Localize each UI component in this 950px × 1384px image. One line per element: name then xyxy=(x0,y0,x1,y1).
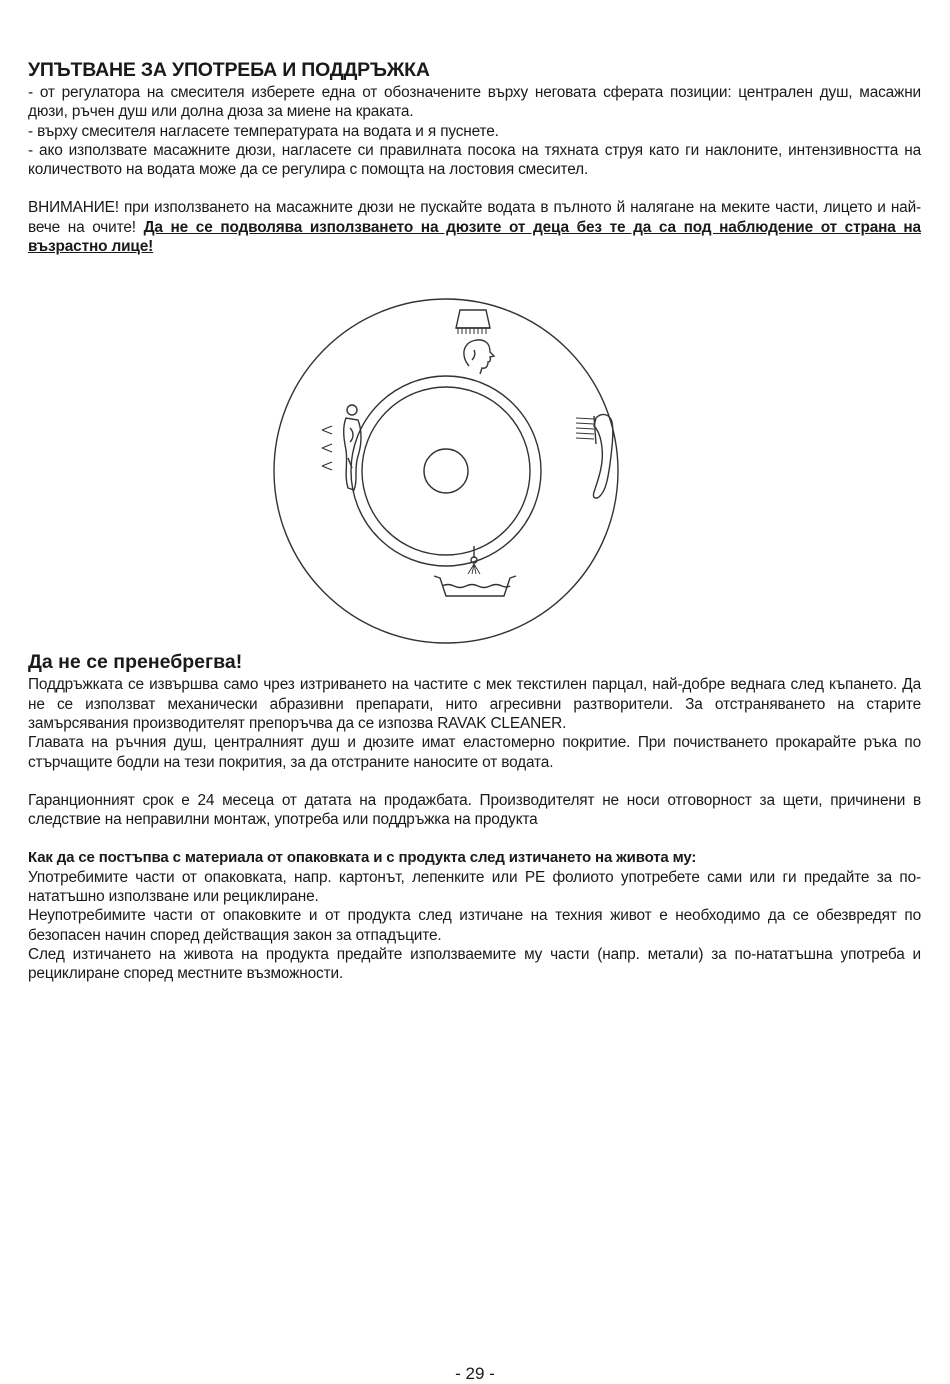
maintenance-paragraph-2: Главата на ръчния душ, централният душ и дюзите имат еластомерно покритие. При почистването прокарайте ръка по стърчащите бодли на тези покрития, за да отстраните наносите от водата. xyxy=(28,734,921,771)
usage-paragraph-3: - ако използвате масажните дюзи, нагласете си правилната посока на тяхната струя като ги наклоните, интензивността на количеството на водата може да се регулира с помощта на лостовия смесител. xyxy=(28,141,921,179)
disposal-paragraph-2: Неупотребимите части от опаковките и от продукта след изтичане на техния живот е необходимо да се обезвредят по безопасен начин според действащия закон за отпадъците. xyxy=(28,907,921,944)
warning-paragraph xyxy=(28,198,921,256)
outer-ring xyxy=(274,299,618,643)
usage-paragraph-2: - върху смесителя нагласете температурата на водата и я пуснете. xyxy=(28,122,499,140)
mixer-diagram-svg xyxy=(28,268,921,648)
page-content xyxy=(28,58,921,984)
disposal-paragraph-1: Употребимите части от опаковката, напр. картонът, лепенките или PE фолиото употребете сами или ги предайте за по-нататъшно използване или рециклиране. xyxy=(28,868,921,906)
usage-paragraph-1: - от регулатора на смесителя изберете една от обозначените върху неговата сферата позиции: централен душ, масажни дюзи, ръчен душ или долна дюза за миене на краката. xyxy=(28,84,921,121)
section-title-maintenance: Да не се пренебрегва! xyxy=(28,651,243,674)
page-number: - 29 - xyxy=(455,1364,495,1383)
disposal-heading: Как да се постъпва с материала от опаковката и с продукта след изтичането на живота му: xyxy=(28,849,697,867)
warranty-paragraph: Гаранционният срок е 24 месеца от датата на продажбата. Производителят не носи отговорност за щети, причинени в следствие на неправилни монтаж, употреба или поддръжка на продукта xyxy=(28,791,921,829)
body-jets-icon xyxy=(322,405,361,490)
disposal-paragraph-3: След изтичането на живота на продукта предайте използваемите му части (напр. метали) за по-нататъшна употреба и рециклиране според местните възможности. xyxy=(28,945,921,983)
hand-shower-icon xyxy=(576,415,613,499)
warning-plain: ВНИМАНИЕ! при използването на масажните дюзи не пускайте водата в пълното й налягане на меките части, лицето и най-вече на очите! xyxy=(28,199,921,236)
foot-nozzle-icon xyxy=(434,546,516,596)
inner-ring xyxy=(362,387,530,555)
center-knob xyxy=(424,449,468,493)
middle-ring xyxy=(351,376,541,566)
section-title-usage: УПЪТВАНЕ ЗА УПОТРЕБА И ПОДДРЪЖКА xyxy=(28,59,430,81)
warning-strong: Да не се подволява използването на дюзите от деца без те да са под наблюдение от страна на възрастно лице! xyxy=(28,218,921,256)
maintenance-paragraph-1: Поддръжката се извършва само чрез изтриването на частите с мек текстилен парцал, най-добре веднага след къпането. Да не се използват механически абразивни препарати, нито агресивни разтворители. За отстраняването на старите замърсявания производителят препоръчва да се изпозва RAVAK CLEANER. xyxy=(28,676,921,732)
overhead-shower-icon xyxy=(456,310,494,374)
mixer-selector-diagram xyxy=(28,268,921,648)
